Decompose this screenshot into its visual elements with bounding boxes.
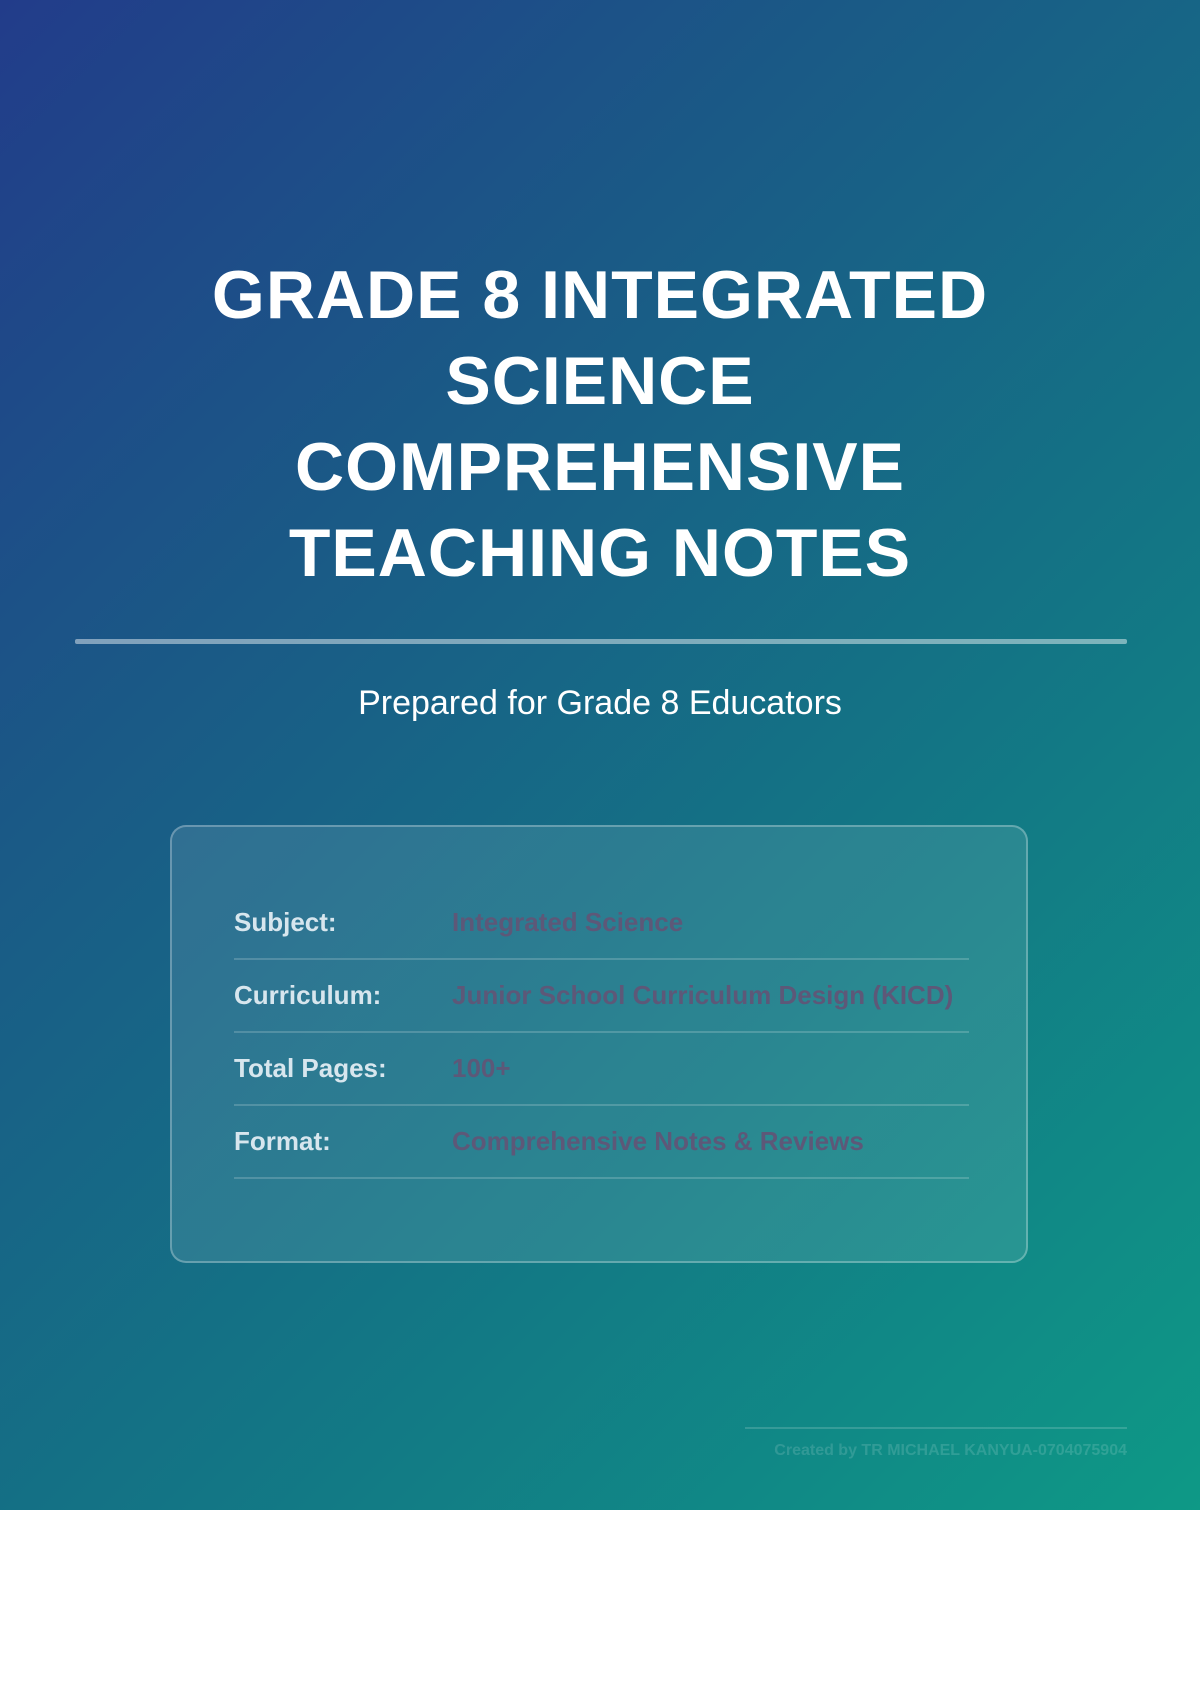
info-card [170, 825, 1028, 1263]
info-value: Integrated Science [452, 907, 684, 937]
subtitle: Prepared for Grade 8 Educators [358, 684, 842, 722]
info-label: Format: [234, 1126, 331, 1156]
page-title [100, 252, 1100, 596]
info-row-subject [234, 887, 969, 960]
info-row-format [234, 1106, 969, 1179]
info-label: Subject: [234, 907, 337, 937]
title-line-3: COMPREHENSIVE [295, 429, 905, 505]
footer-credit: Created by TR MICHAEL KANYUA-0704075904 [774, 1442, 1127, 1459]
info-value: Junior School Curriculum Design (KICD) [452, 980, 954, 1010]
info-value: Comprehensive Notes & Reviews [452, 1126, 864, 1156]
title-line-1: GRADE 8 INTEGRATED [211, 257, 989, 333]
title-line-4: TEACHING NOTES [288, 515, 912, 591]
info-row-curriculum [234, 960, 969, 1033]
footer-divider [745, 1427, 1127, 1429]
info-row-total-pages [234, 1033, 969, 1106]
title-line-2: SCIENCE [445, 343, 755, 419]
info-value: 100+ [452, 1053, 511, 1083]
title-divider [75, 639, 1127, 644]
info-label: Total Pages: [234, 1053, 387, 1083]
info-label: Curriculum: [234, 980, 382, 1010]
info-list [234, 887, 969, 1179]
